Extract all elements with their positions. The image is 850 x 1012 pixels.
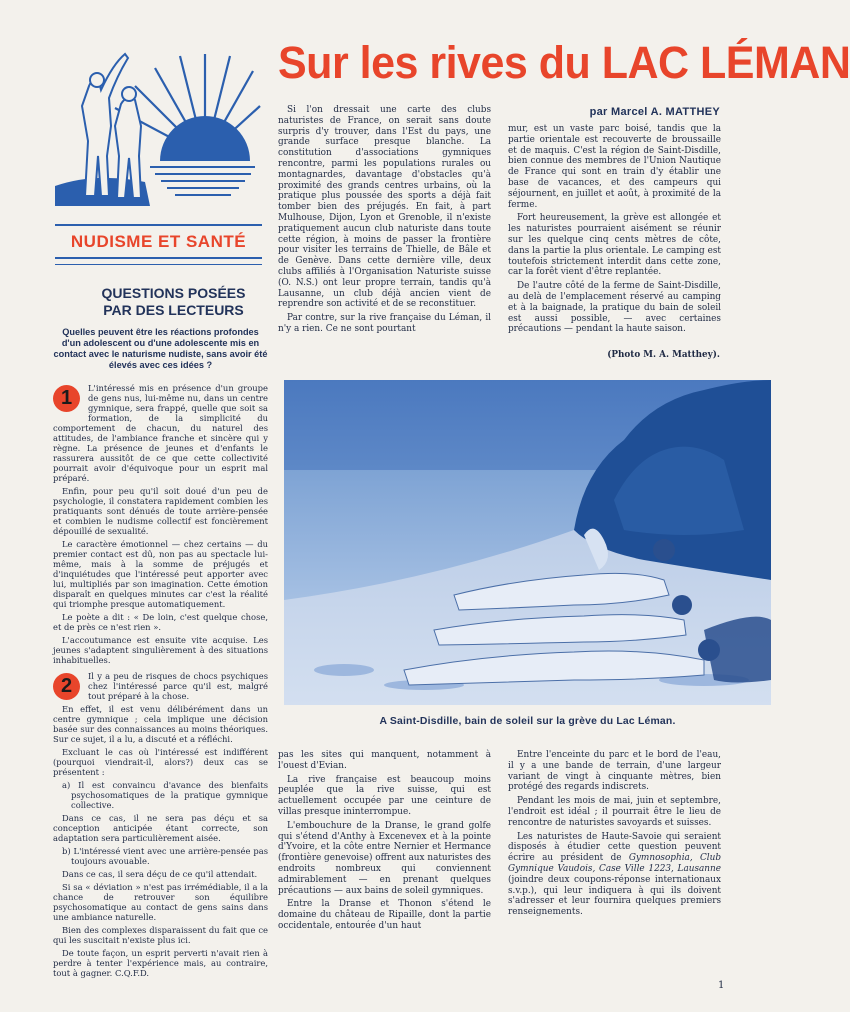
paragraph: Les naturistes de Haute-Savoie qui seraient disposés à étudier cette question peuvent écrire au président de Gymnosophia, Club Gymnique Vaudois, Case Ville 1223, Lausanne (joindre deux coupons-réponse internationaux s.v.p.), qui leur indiquera à qui ils doivent s'adresser et leur fournira quelques premiers renseignements. [508, 831, 722, 918]
photo-caption: A Saint-Disdille, bain de soleil sur la grève du Lac Léman. [379, 716, 676, 727]
article-column-2 [508, 124, 721, 338]
paragraph: Par contre, sur la rive française du Léman, il n'y a rien. Ce ne sont pourtant [278, 313, 491, 334]
questions-heading-line-2: PAR DES LECTEURS [103, 302, 244, 318]
paragraph: L'embouchure de la Dranse, le grand golfe qui s'étend d'Anthy à Excenevex et à la pointe d'Yvoire, et la côte entre Nernier et Hermance (frontière genevoise) offrent aux naturistes des endroits nombreux qui conviennent admirablement — en prenant quelques précautions — aux bains de soleil gymniques. [278, 820, 491, 896]
paragraph: Entre l'enceinte du parc et le bord de l'eau, il y a une bande de terrain, d'une largeur variant de vingt à cinquante mètres, bien protégé des regards indiscrets. [508, 750, 721, 793]
section-rule-bottom [55, 257, 262, 265]
number-1-badge: 1 [53, 385, 80, 412]
paragraph: Pendant les mois de mai, juin et septembre, l'endroit est idéal ; il pourrait être le lieu de rencontre de naturistes savoyards et suisses. [508, 796, 721, 828]
paragraph: b) L'intéressé vient avec une arrière-pensée pas toujours avouable. [62, 846, 268, 866]
article-column-4 [508, 750, 721, 921]
sunrise-figures-logo [55, 46, 260, 214]
paragraph: La rive française est beaucoup moins peuplée que la rive suisse, qui est actuellement occupée par une ceinture de villas presque ininterrompue. [278, 774, 491, 817]
number-2-badge: 2 [53, 673, 80, 700]
paragraph: Bien des complexes disparaissent du fait que ce qui les suscitait n'existe plus ici. [53, 925, 268, 945]
paragraph: De toute façon, un esprit perverti n'avait rien à perdre à tenter l'expérience mais, au contraire, tout à gagner. C.Q.F.D. [53, 948, 268, 978]
questions-heading-line-1: QUESTIONS POSÉES [101, 285, 246, 301]
paragraph: Dans ce cas, il sera déçu de ce qu'il attendait. [62, 869, 258, 879]
paragraph: pas les sites qui manquent, notamment à l'ouest d'Evian. [278, 750, 491, 771]
club-address: Gymnosophia, Club Gymnique Vaudois, Case Ville 1223, Lausanne [508, 853, 722, 874]
paragraph: Enfin, pour peu qu'il soit doué d'un peu de psychologie, il constatera rapidement combien les pratiquants sont dénués de toute arrière-pensée et combien le nudisme collectif est foncièrement dépouillé de sexualité. [53, 486, 268, 536]
paragraph: Le poète a dit : « De loin, c'est quelque chose, et de près ce n'est rien ». [53, 612, 268, 632]
paragraph: Dans ce cas, il ne sera pas déçu et sa conception anticipée étant correcte, son adaptation sera particulièrement aisée. [53, 813, 268, 843]
article-column-1 [278, 105, 491, 338]
paragraph: Le caractère émotionnel — chez certains — du premier contact est dû, non pas au spectacle lui-même, mais à la somme de préjugés et d'inquiétudes que l'intéressé peut apporter avec lui, multipliés par son imagination. Cette émotion disparaît en quelques minutes car c'est la réalité qui triomphe presque automatiquement. [53, 539, 268, 609]
paragraph: En effet, il est venu délibérément dans un centre gymnique ; cela implique une décision basée sur des connaissances au moins théoriques. Sur ce sujet, il a lu, a discuté et a réfléchi. [53, 704, 268, 744]
paragraph: Excluant le cas où l'intéressé est indifférent (pourquoi viendrait-il, alors?) deux cas se présentent : [53, 747, 268, 777]
beach-photo [284, 380, 771, 705]
byline: par Marcel A. MATTHEY [589, 106, 720, 118]
page-number: 1 [718, 980, 725, 991]
sidebar-answers [53, 383, 268, 981]
photo-credit: (Photo M. A. Matthey). [607, 350, 720, 360]
questions-heading [55, 285, 292, 319]
answer-1-paragraph: 1 L'intéressé mis en présence d'un groupe de gens nus, lui-même nu, dans un centre gymnique, sera frappé, quelle que soit sa formation, de la simplicité du comportement de chacun, du naturel des attitudes, de l'ambiance franche et sincère qui y règne. La présence de jeunes et d'enfants le rassurera aussitôt de ce que cette collectivité pourrait avoir d'équivoque pour un esprit mal préparé. [53, 383, 268, 483]
article-column-3 [278, 750, 491, 935]
paragraph: De l'autre côté de la ferme de Saint-Disdille, au delà de l'emplacement réservé au camping et à la baignade, la pratique du bain de soleil est aussi possible, — avec certaines précautions — pendant la haute saison. [508, 281, 721, 335]
section-rule-top [55, 224, 262, 226]
answer-2-paragraph: 2 Il y a peu de risques de chocs psychiques chez l'intéressé parce qu'il est, malgré tout préparé à la chose. [53, 671, 268, 701]
sidebar-intro-question: Quelles peuvent être les réactions profondes d'un adolescent ou d'une adolescente mis en contact avec le naturisme nudiste, sans avoir été élevés avec ces idées ? [53, 327, 268, 370]
paragraph: Entre la Dranse et Thonon s'étend le domaine du château de Ripaille, dont la partie occidentale, entourée d'un haut [278, 899, 491, 931]
paragraph: a) Il est convaincu d'avance des bienfaits psychosomatiques de la pratique gymnique collective. [62, 780, 268, 810]
paragraph: Si sa « déviation » n'est pas irrémédiable, il a la chance de retrouver son équilibre psychosomatique au contact de gens sains dans une ambiance naturelle. [53, 882, 268, 922]
paragraph: Fort heureusement, la grève est allongée et les naturistes pourraient aisément se réunir sur les quelque cinq cents mètres de côte, dans la partie la plus orientale. Le camping est toutefois strictement interdit dans cette zone, car la forêt vient d'être replantée. [508, 213, 721, 278]
paragraph: L'accoutumance est ensuite vite acquise. Les jeunes s'adaptent singulièrement à des situations inhabituelles. [53, 635, 268, 665]
article-title: Sur les rives du LAC LÉMAN [278, 38, 850, 89]
paragraph: mur, est un vaste parc boisé, tandis que la partie orientale est recouverte de broussaille et de maquis. C'est la région de Saint-Disdille, bien connue des membres de l'Union Nautique de France qui sont en train d'y établir une base de vacances, et des campeurs qui séjournent, en juillet et août, à proximité de la ferme. [508, 124, 721, 210]
section-title: NUDISME ET SANTÉ [70, 232, 247, 251]
paragraph: Si l'on dressait une carte des clubs naturistes de France, on serait sans doute surpris d'y trouver, dans l'Est du pays, une grande surface presque blanche. La constitution d'associations gymniques rencontre, parmi les populations rurales ou montagnardes, davantage d'obstacles qu'à proximité des grands centres urbains, où la pratique plus poussée des sports a déjà fait tomber bien des préjugés. En fait, à part Mulhouse, Dijon, Lyon et Grenoble, il n'existe pratiquement aucun club naturiste dans toute cette région, à moins de passer la frontière pour visiter les terrains de Thielle, de Bâle et de Genève. Dans cette dernière ville, deux clubs affiliés à l'Organisation Naturiste suisse (O. N.S.) ont leur propre terrain, tandis qu'à Lausanne, un club déjà ancien vient de reprendre son activité et de se reconstituer. [278, 105, 491, 310]
